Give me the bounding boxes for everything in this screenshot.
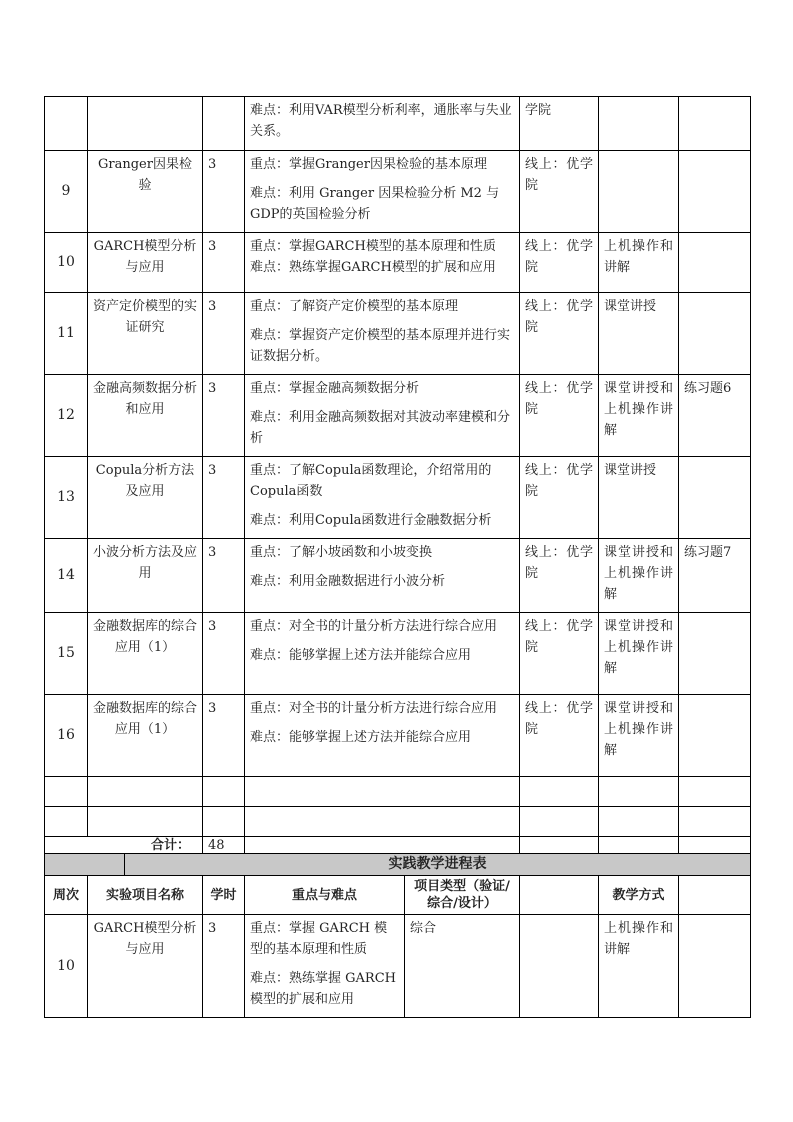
key-point-text: 重点：对全书的计量分析方法进行综合应用: [250, 619, 498, 634]
practice-title-row: [45, 854, 751, 876]
assignment-cell: 练习题7: [679, 539, 751, 613]
difficulty-text: 难点：利用 Granger 因果检验分析 M2 与GDP的英国检验分析: [250, 186, 500, 222]
teaching-cell: 课堂讲授和上机操作讲解: [599, 695, 679, 777]
mode-cell: 线上：优学院: [520, 539, 599, 613]
assignment-cell: [679, 613, 751, 695]
table-row: [45, 695, 751, 777]
difficulty-text: 难点：利用金融高频数据对其波动率建模和分析: [250, 410, 511, 446]
key-point-text: 重点：掌握GARCH模型的基本原理和性质: [250, 239, 496, 254]
header-project: 实验项目名称: [88, 876, 203, 915]
table-row: [45, 233, 751, 293]
table-row: [45, 375, 751, 457]
content-cell: [245, 457, 520, 539]
hours-cell: 3: [203, 233, 245, 293]
difficulty-text: 难点：熟练掌握 GARCH 模型的扩展和应用: [250, 971, 396, 1007]
week-cell: 10: [45, 233, 88, 293]
table-row: [45, 151, 751, 233]
key-point-text: 重点：掌握Granger因果检验的基本原理: [250, 157, 487, 172]
difficulty-text: 难点：熟练掌握GARCH模型的扩展和应用: [250, 260, 496, 275]
assignment-cell: 练习题6: [679, 375, 751, 457]
topic-cell: [88, 97, 203, 151]
hours-cell: 3: [203, 613, 245, 695]
content-cell: [245, 233, 520, 293]
practice-title: 实践教学进程表: [125, 854, 751, 876]
table-row: [45, 457, 751, 539]
assignment-cell: [679, 695, 751, 777]
mode-cell: 线上：优学院: [520, 613, 599, 695]
type-cell: 综合: [405, 915, 520, 1018]
content-cell: [245, 151, 520, 233]
mode-cell: 学院: [520, 97, 599, 151]
topic-cell: Granger因果检验: [88, 151, 203, 233]
key-point-text: 重点：了解资产定价模型的基本原理: [250, 299, 459, 314]
week-cell: 10: [45, 915, 88, 1018]
key-point-text: 重点：了解小坡函数和小坡变换: [250, 545, 433, 560]
table-row: [45, 539, 751, 613]
difficulty-text: 难点：利用Copula函数进行金融数据分析: [250, 513, 492, 528]
difficulty-text: 难点：利用金融数据进行小波分析: [250, 574, 446, 589]
teaching-cell: 上机操作和讲解: [599, 233, 679, 293]
content-cell: [245, 915, 405, 1018]
practice-schedule-table: [44, 853, 751, 1018]
total-label: 合计：: [45, 837, 203, 855]
mode-cell: 线上：优学院: [520, 457, 599, 539]
week-cell: 16: [45, 695, 88, 777]
week-cell: 14: [45, 539, 88, 613]
header-type: 项目类型（验证/综合/设计）: [405, 876, 520, 915]
hours-cell: 3: [203, 457, 245, 539]
teaching-cell: 课堂讲授和上机操作讲解: [599, 375, 679, 457]
difficulty-text: 难点：能够掌握上述方法并能综合应用: [250, 648, 472, 663]
empty-row: [45, 807, 751, 837]
teaching-cell: 课堂讲授: [599, 457, 679, 539]
course-schedule-table: [44, 96, 751, 855]
assignment-cell: [679, 457, 751, 539]
teaching-cell: [599, 151, 679, 233]
content-cell: [245, 375, 520, 457]
hours-cell: 3: [203, 915, 245, 1018]
header-teaching: 教学方式: [599, 876, 679, 915]
practice-header-row: [45, 876, 751, 915]
week-cell: 13: [45, 457, 88, 539]
week-cell: 12: [45, 375, 88, 457]
week-cell: [45, 97, 88, 151]
key-point-text: 重点：对全书的计量分析方法进行综合应用: [250, 701, 498, 716]
key-point-text: 重点：了解Copula函数理论，介绍常用的Copula函数: [250, 463, 492, 499]
table-row: [45, 613, 751, 695]
table-row: [45, 915, 751, 1018]
hours-cell: 3: [203, 375, 245, 457]
header-keypoints: 重点与难点: [245, 876, 405, 915]
empty-row: [45, 777, 751, 807]
content-cell: [245, 293, 520, 375]
mode-cell: 线上：优学院: [520, 151, 599, 233]
assignment-cell: [679, 293, 751, 375]
hours-cell: 3: [203, 695, 245, 777]
difficulty-text: 难点：利用VAR模型分析利率，通胀率与失业关系。: [250, 103, 512, 139]
topic-cell: 资产定价模型的实证研究: [88, 293, 203, 375]
week-cell: 15: [45, 613, 88, 695]
key-point-text: 重点：掌握 GARCH 模型的基本原理和性质: [250, 921, 388, 957]
week-cell: 9: [45, 151, 88, 233]
week-cell: 11: [45, 293, 88, 375]
teaching-cell: 课堂讲授和上机操作讲解: [599, 539, 679, 613]
mode-cell: 线上：优学院: [520, 695, 599, 777]
key-point-text: 重点：掌握金融高频数据分析: [250, 381, 420, 396]
header-hours: 学时: [203, 876, 245, 915]
project-cell: GARCH模型分析与应用: [88, 915, 203, 1018]
assignment-cell: [679, 97, 751, 151]
hours-cell: 3: [203, 293, 245, 375]
teaching-cell: 课堂讲授和上机操作讲解: [599, 613, 679, 695]
topic-cell: 小波分析方法及应用: [88, 539, 203, 613]
teaching-cell: 课堂讲授: [599, 293, 679, 375]
content-cell: [245, 539, 520, 613]
table-row: [45, 293, 751, 375]
content-cell: [245, 695, 520, 777]
hours-cell: 3: [203, 539, 245, 613]
topic-cell: 金融数据库的综合应用（1）: [88, 695, 203, 777]
assignment-cell: [679, 151, 751, 233]
assignment-cell: [679, 233, 751, 293]
mode-cell: 线上：优学院: [520, 233, 599, 293]
table-row: [45, 97, 751, 151]
teaching-cell: 上机操作和讲解: [599, 915, 679, 1018]
content-cell: [245, 97, 520, 151]
difficulty-text: 难点：能够掌握上述方法并能综合应用: [250, 730, 472, 745]
hours-cell: [203, 97, 245, 151]
topic-cell: 金融数据库的综合应用（1）: [88, 613, 203, 695]
content-cell: [245, 613, 520, 695]
teaching-cell: [599, 97, 679, 151]
difficulty-text: 难点：掌握资产定价模型的基本原理并进行实证数据分析。: [250, 328, 511, 364]
topic-cell: 金融高频数据分析和应用: [88, 375, 203, 457]
hours-cell: 3: [203, 151, 245, 233]
total-hours: 48: [203, 837, 245, 855]
mode-cell: 线上：优学院: [520, 293, 599, 375]
topic-cell: Copula分析方法及应用: [88, 457, 203, 539]
mode-cell: 线上：优学院: [520, 375, 599, 457]
topic-cell: GARCH模型分析与应用: [88, 233, 203, 293]
total-row: [45, 837, 751, 855]
header-week: 周次: [45, 876, 88, 915]
